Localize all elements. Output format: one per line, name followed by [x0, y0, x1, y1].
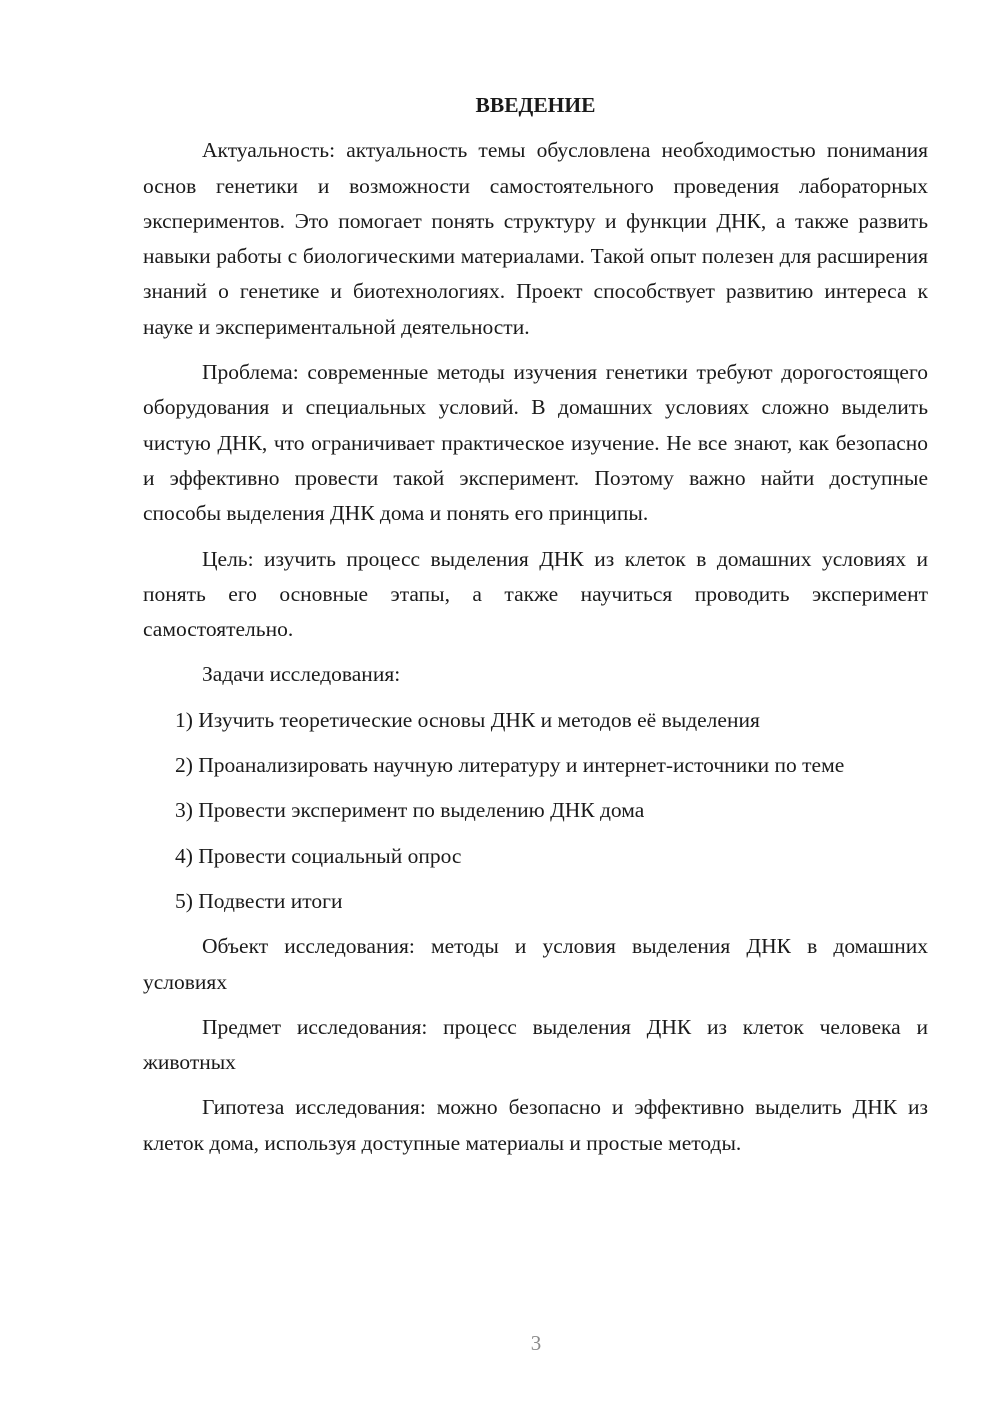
task-item: 1) Изучить теоретические основы ДНК и методов её выделения — [175, 707, 760, 732]
problem-paragraph: Проблема: современные методы изучения генетики требуют дорогостоящего оборудования и специальных условий. В домашних условиях сложно выделить чистую ДНК, что ограничивает практическое изучение. Не все знают, как безопасно и эффективно провести такой эксперимент. Поэтому важно найти доступные способы выделения ДНК дома и понять его принципы. — [143, 360, 928, 526]
task-item: 2) Проанализировать научную литературу и интернет-источники по теме — [175, 753, 845, 778]
task-item: 5) Подвести итоги — [175, 888, 343, 913]
object-paragraph: Объект исследования: методы и условия выделения ДНК в домашних условиях — [143, 934, 928, 994]
hypothesis-paragraph: Гипотеза исследования: можно безопасно и эффективно выделить ДНК из клеток дома, используя доступные материалы и простые методы. — [143, 1095, 928, 1155]
tasks-heading: Задачи исследования: — [202, 662, 401, 687]
task-item: 4) Провести социальный опрос — [175, 843, 462, 868]
document-page — [143, 88, 928, 1171]
task-item: 3) Провести эксперимент по выделению ДНК дома — [175, 798, 645, 823]
tasks-list — [143, 703, 928, 919]
page-title: ВВЕДЕНИЕ — [475, 93, 596, 117]
goal-paragraph: Цель: изучить процесс выделения ДНК из клеток в домашних условиях и понять его основные этапы, а также научиться проводить эксперимент самостоятельно. — [143, 546, 928, 642]
page-number: 3 — [530, 1331, 542, 1355]
relevance-paragraph: Актуальность: актуальность темы обусловлена необходимостью понимания основ генетики и возможности самостоятельного проведения лабораторных экспериментов. Это помогает понять структуру и функции ДНК, а также развить навыки работы с биологическими материалами. Такой опыт полезен для расширения знаний о генетике и биотехнологиях. Проект способствует развитию интереса к науке и экспериментальной деятельности. — [143, 138, 928, 339]
subject-paragraph: Предмет исследования: процесс выделения ДНК из клеток человека и животных — [143, 1014, 928, 1075]
